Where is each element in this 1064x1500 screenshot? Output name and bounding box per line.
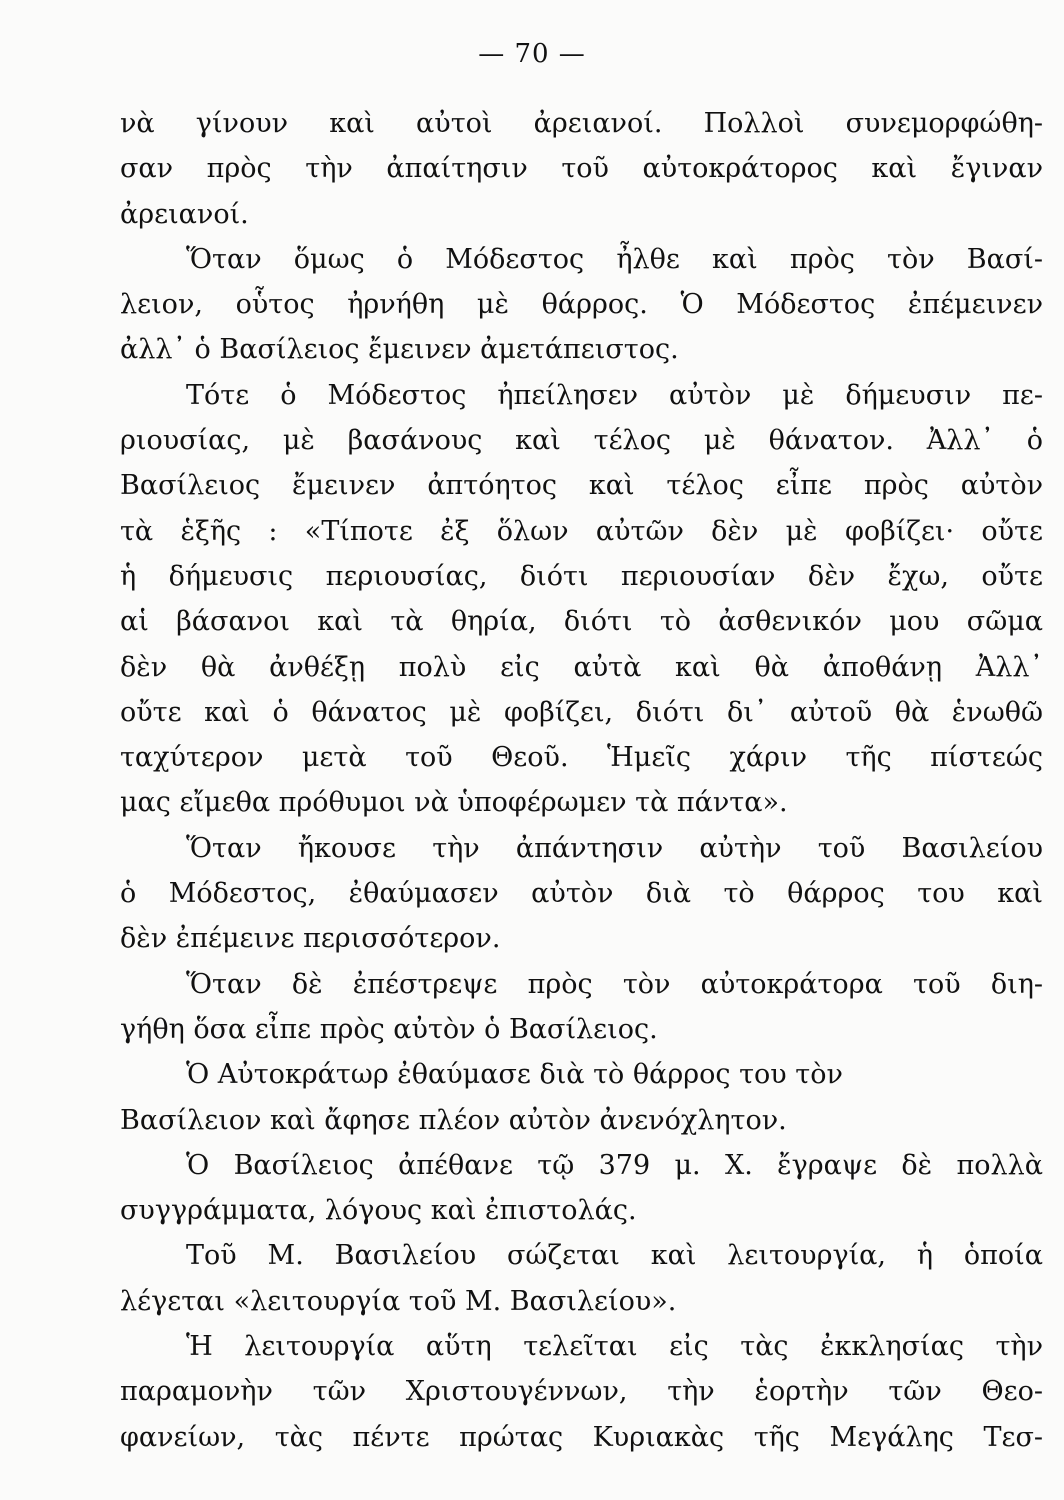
text-line: σαν πρὸς τὴν ἀπαίτησιν τοῦ αὐτοκράτορος καὶ ἔγιναν <box>120 153 1043 185</box>
text-line: λέγεται «λειτουργία τοῦ Μ. Βασιλείου». <box>120 1285 677 1317</box>
text-line: δὲν ἐπέμεινε περισσότερον. <box>120 923 501 955</box>
text-line: οὔτε καὶ ὁ θάνατος μὲ φοβίζει, διότι δι᾽ αὐτοῦ θὰ ἑνωθῶ <box>120 696 1043 728</box>
text-line: Ὅταν ἤκουσε τὴν ἀπάντησιν αὐτὴν τοῦ Βασιλείου <box>186 832 1043 864</box>
text-line: Τοῦ Μ. Βασιλείου σώζεται καὶ λειτουργία, ἡ ὁποία <box>186 1240 1043 1272</box>
text-line: νὰ γίνουν καὶ αὐτοὶ ἀρειανοί. Πολλοὶ συνεμορφώθη- <box>120 108 1043 139</box>
text-line: Ὅταν δὲ ἐπέστρεψε πρὸς τὸν αὐτοκράτορα τοῦ διη- <box>186 968 1043 1000</box>
text-line: Βασίλειον καὶ ἄφησε πλέον αὐτὸν ἀνενόχλητον. <box>120 1104 787 1136</box>
text-line: Ἡ λειτουργία αὕτη τελεῖται εἰς τὰς ἐκκλησίας τὴν <box>186 1331 1043 1363</box>
text-line: Ὁ Αὐτοκράτωρ ἐθαύμασε διὰ τὸ θάρρος του τὸν <box>186 1059 843 1091</box>
text-line: μας εἴμεθα πρόθυμοι νὰ ὑποφέρωμεν τὰ πάντα». <box>120 787 788 819</box>
text-line: ὁ Μόδεστος, ἐθαύμασεν αὐτὸν διὰ τὸ θάρρος του καὶ <box>120 878 1043 910</box>
text-line: γήθη ὅσα εἶπε πρὸς αὐτὸν ὁ Βασίλειος. <box>120 1013 658 1045</box>
text-line: λειον, οὗτος ἠρνήθη μὲ θάρρος. Ὁ Μόδεστος ἐπέμεινεν <box>120 289 1043 321</box>
text-line: παραμονὴν τῶν Χριστουγέννων, τὴν ἑορτὴν τῶν Θεο- <box>120 1376 1043 1408</box>
text-line: αἱ βάσανοι καὶ τὰ θηρία, διότι τὸ ἀσθενικόν μου σῶμα <box>120 606 1043 638</box>
text-line: ριουσίας, μὲ βασάνους καὶ τέλος μὲ θάνατον. Ἀλλ᾽ ὁ <box>120 425 1043 457</box>
text-line: τὰ ἑξῆς : «Τίποτε ἐξ ὅλων αὐτῶν δὲν μὲ φοβίζει· οὔτε <box>120 515 1043 547</box>
text-line: φανείων, τὰς πέντε πρώτας Κυριακὰς τῆς Μεγάλης Τεσ- <box>120 1421 1043 1453</box>
text-line: συγγράμματα, λόγους καὶ ἐπιστολάς. <box>120 1195 637 1227</box>
text-line: Βασίλειος ἔμεινεν ἀπτόητος καὶ τέλος εἶπε πρὸς αὐτὸν <box>120 470 1043 502</box>
text-line: ἡ δήμευσις περιουσίας, διότι περιουσίαν δὲν ἔχω, οὔτε <box>120 560 1043 592</box>
text-line: Ὅταν ὅμως ὁ Μόδεστος ἦλθε καὶ πρὸς τὸν Βασί- <box>186 243 1043 275</box>
page-number: — 70 — <box>478 39 586 69</box>
text-line: ἀρειανοί. <box>120 198 249 230</box>
text-line: Τότε ὁ Μόδεστος ἠπείλησεν αὐτὸν μὲ δήμευσιν πε- <box>186 379 1043 411</box>
text-line: ἀλλ᾽ ὁ Βασίλειος ἔμεινεν ἀμετάπειστος. <box>120 334 679 366</box>
text-line: Ὁ Βασίλειος ἀπέθανε τῷ 379 μ. Χ. ἔγραψε δὲ πολλὰ <box>186 1149 1043 1181</box>
text-line: δὲν θὰ ἀνθέξῃ πολὺ εἰς αὐτὰ καὶ θὰ ἀποθάνῃ Ἀλλ᾽ <box>120 651 1043 683</box>
text-line: ταχύτερον μετὰ τοῦ Θεοῦ. Ἡμεῖς χάριν τῆς πίστεώς <box>120 742 1043 774</box>
body-text <box>0 101 1064 1460</box>
